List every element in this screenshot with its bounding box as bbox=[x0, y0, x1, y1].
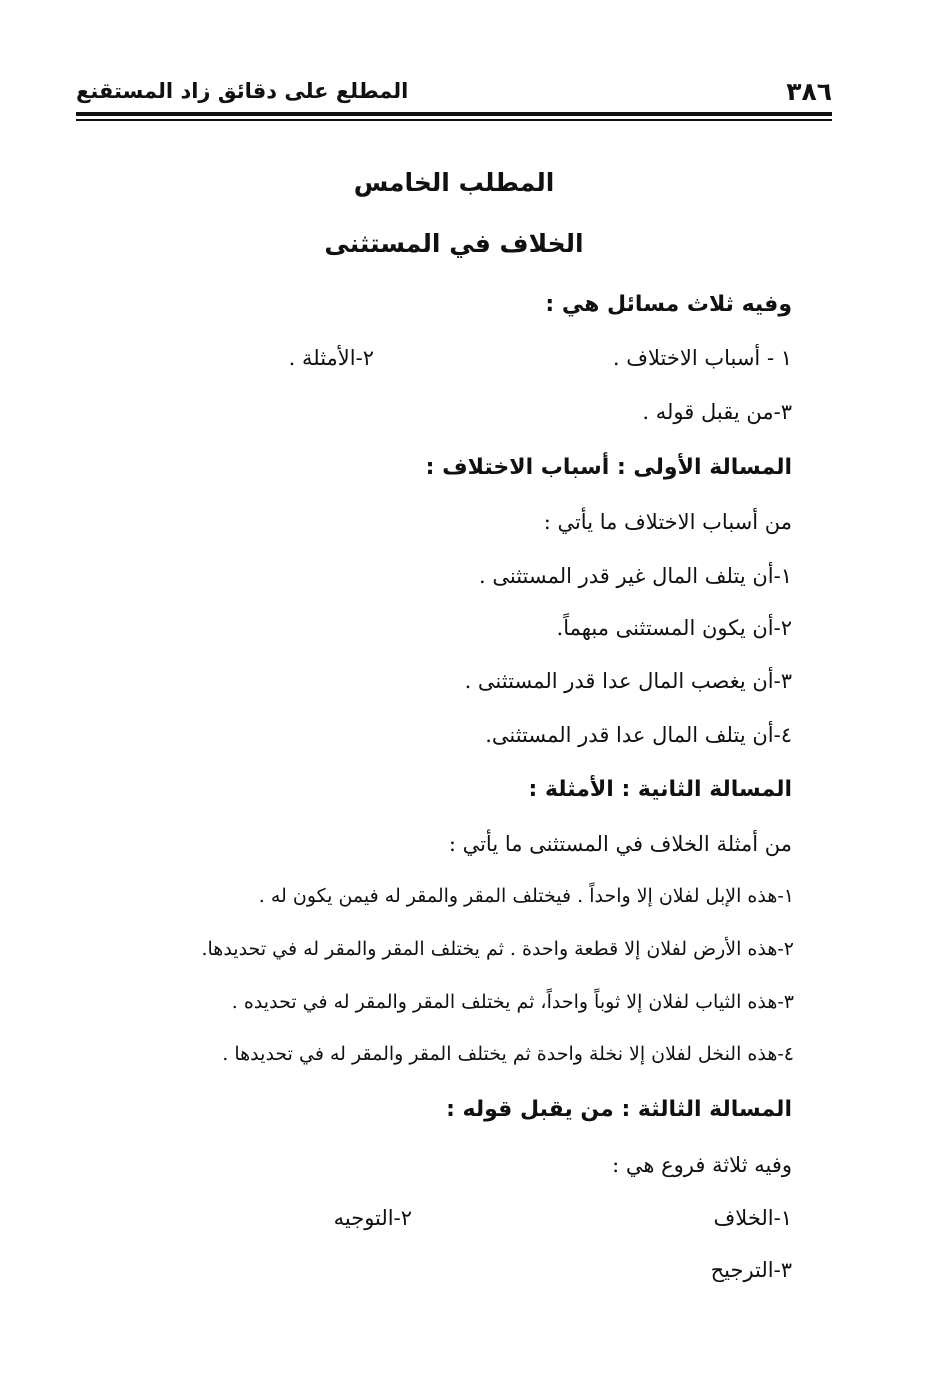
section-subtitle: الخلاف في المستثنى bbox=[324, 229, 584, 258]
issue2-heading: المسالة الثانية : الأمثلة : bbox=[528, 777, 792, 802]
intro-heading: وفيه ثلاث مسائل هي : bbox=[545, 292, 792, 317]
issue2-item-4: ٤-هذه النخل لفلان إلا نخلة واحدة ثم يختلف المقر والمقر له في تحديدها . bbox=[222, 1043, 794, 1065]
issue2-item-3: ٣-هذه الثياب لفلان إلا ثوباً واحداً، ثم يختلف المقر والمقر له في تحديده . bbox=[231, 991, 794, 1013]
issue3-lead: وفيه ثلاثة فروع هي : bbox=[612, 1153, 792, 1177]
issue3-item-2: ٢-التوجيه bbox=[333, 1206, 412, 1230]
intro-item-2: ٢-الأمثلة . bbox=[288, 346, 374, 370]
issue2-item-1: ١-هذه الإبل لفلان إلا واحداً . فيختلف المقر والمقر له فيمن يكون له . bbox=[258, 885, 794, 907]
section-title: المطلب الخامس bbox=[353, 168, 555, 197]
issue1-item-2: ٢-أن يكون المستثنى مبهماً. bbox=[556, 616, 792, 640]
intro-item-1: ١ - أسباب الاختلاف . bbox=[612, 346, 792, 370]
issue1-item-4: ٤-أن يتلف المال عدا قدر المستثنى. bbox=[485, 723, 792, 747]
page-number: ٣٨٦ bbox=[786, 76, 832, 106]
issue3-item-3: ٣-الترجيح bbox=[710, 1258, 792, 1282]
header-rule-thick bbox=[76, 112, 832, 116]
intro-item-3: ٣-من يقبل قوله . bbox=[642, 400, 792, 424]
issue1-heading: المسالة الأولى : أسباب الاختلاف : bbox=[425, 455, 792, 480]
issue1-item-1: ١-أن يتلف المال غير قدر المستثنى . bbox=[479, 564, 792, 588]
issue2-item-2: ٢-هذه الأرض لفلان إلا قطعة واحدة . ثم يختلف المقر والمقر له في تحديدها. bbox=[201, 938, 794, 960]
issue3-item-1: ١-الخلاف bbox=[713, 1206, 792, 1230]
issue2-lead: من أمثلة الخلاف في المستثنى ما يأتي : bbox=[448, 832, 792, 856]
issue1-lead: من أسباب الاختلاف ما يأتي : bbox=[543, 510, 792, 534]
issue3-heading: المسالة الثالثة : من يقبل قوله : bbox=[446, 1097, 792, 1122]
page-header bbox=[76, 74, 832, 108]
header-rule-thin bbox=[76, 119, 832, 121]
running-book-title: المطلع على دقائق زاد المستقنع bbox=[76, 79, 409, 103]
issue1-item-3: ٣-أن يغصب المال عدا قدر المستثنى . bbox=[464, 669, 792, 693]
